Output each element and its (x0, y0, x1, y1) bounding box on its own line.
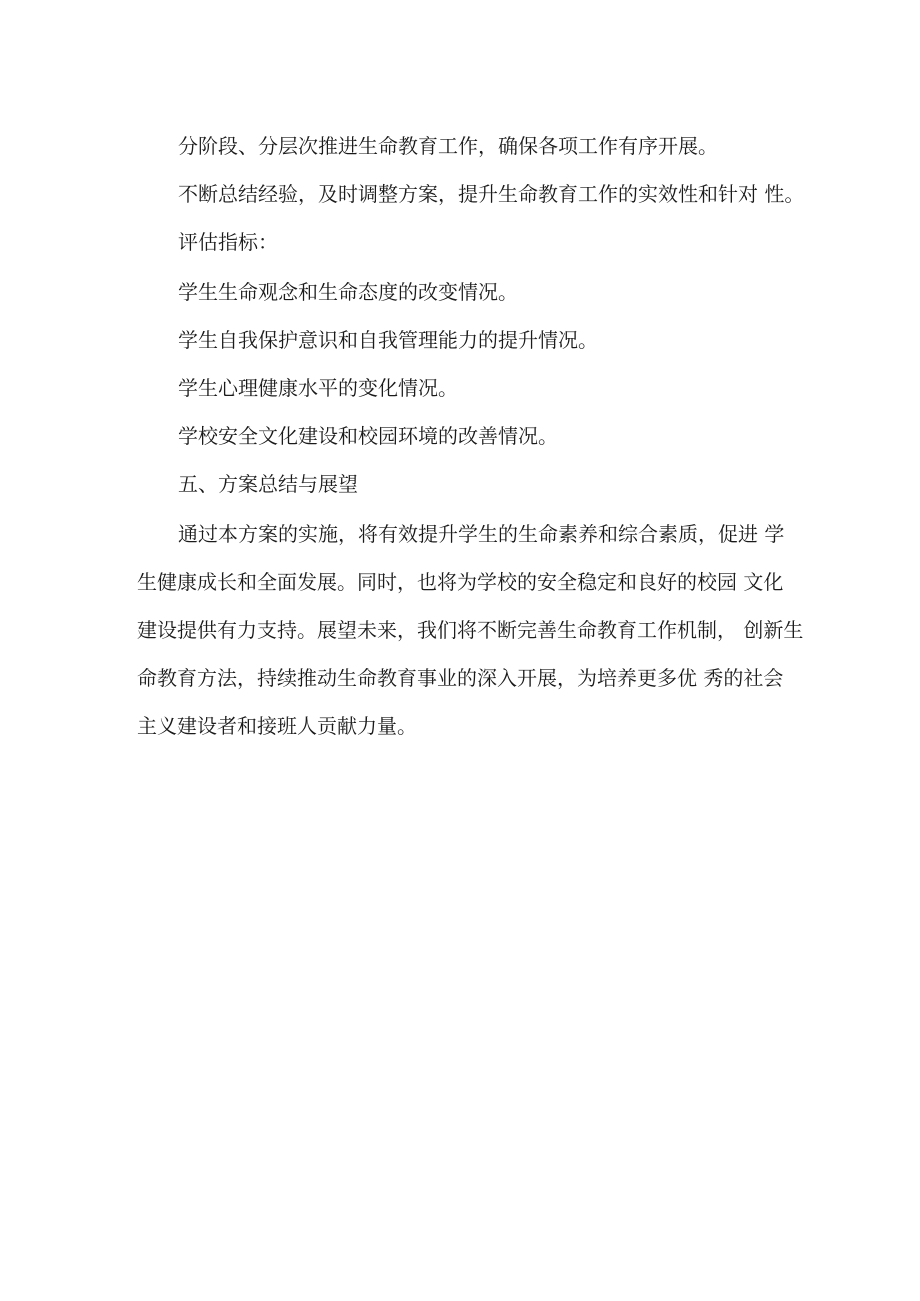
evaluation-item-3: 学生心理健康水平的变化情况。 (178, 376, 458, 400)
text-line-2: 不断总结经验，及时调整方案，提升生命教育工作的实效性和针对 性。 (178, 182, 805, 206)
text-line-1: 分阶段、分层次推进生命教育工作，确保各项工作有序开展。 (178, 134, 718, 158)
evaluation-item-1: 学生生命观念和生命态度的改变情况。 (178, 280, 518, 304)
evaluation-item-4: 学校安全文化建设和校园环境的改善情况。 (178, 424, 558, 448)
summary-line-4: 命教育方法，持续推动生命教育事业的深入开展，为培养更多优 秀的社会 (137, 666, 784, 690)
summary-line-2: 生健康成长和全面发展。同时，也将为学校的安全稳定和良好的校园 文化 (137, 570, 784, 594)
summary-line-3: 建设提供有力支持。展望未来，我们将不断完善生命教育工作机制， 创新生 (137, 618, 804, 642)
section-heading: 五、方案总结与展望 (178, 472, 358, 496)
summary-line-1: 通过本方案的实施，将有效提升学生的生命素养和综合素质，促进 学 (178, 522, 785, 546)
summary-line-5: 主义建设者和接班人贡献力量。 (137, 714, 417, 738)
evaluation-heading: 评估指标： (178, 230, 278, 254)
evaluation-item-2: 学生自我保护意识和自我管理能力的提升情况。 (178, 328, 598, 352)
